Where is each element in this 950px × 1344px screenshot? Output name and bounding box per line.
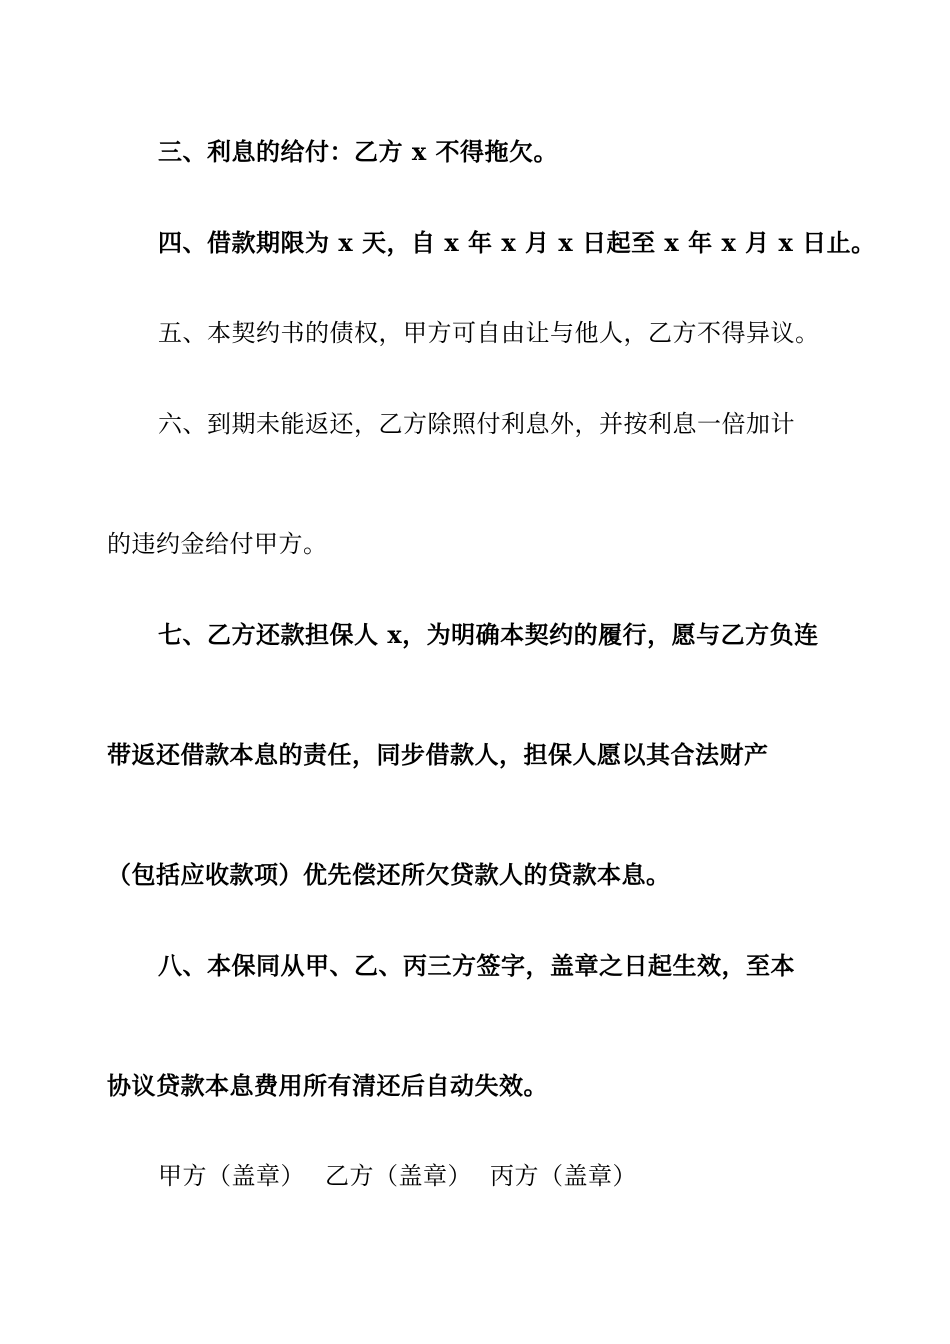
signature-party-a: 甲方（盖章） [158,1162,305,1190]
signature-party-b: 乙方（盖章） [325,1162,472,1190]
signature-party-c: 丙方（盖章） [490,1162,637,1190]
clause-7-line-2: 带返还借款本息的责任，同步借款人，担保人愿以其合法财产 [107,740,769,769]
clause-6-line-1: 六、到期未能返还，乙方除照付利息外，并按利息一倍加计 [158,410,795,438]
clause-4: 四、借款期限为 x 天，自 x 年 x 月 x 日起至 x 年 x 月 x 日止。 [158,228,876,257]
clause-8-line-2: 协议贷款本息费用所有清还后自动失效。 [107,1071,548,1100]
clause-5: 五、本契约书的债权，甲方可自由让与他人，乙方不得异议。 [158,319,820,347]
clause-6-line-2: 的违约金给付甲方。 [107,530,328,558]
clause-7-line-1: 七、乙方还款担保人 x，为明确本契约的履行，愿与乙方负连 [158,620,819,649]
clause-7-line-3: （包括应收款项）优先偿还所欠贷款人的贷款本息。 [107,860,671,889]
clause-3: 三、利息的给付：乙方 x 不得拖欠。 [158,137,559,166]
clause-8-line-1: 八、本保同从甲、乙、丙三方签字，盖章之日起生效，至本 [158,951,795,980]
